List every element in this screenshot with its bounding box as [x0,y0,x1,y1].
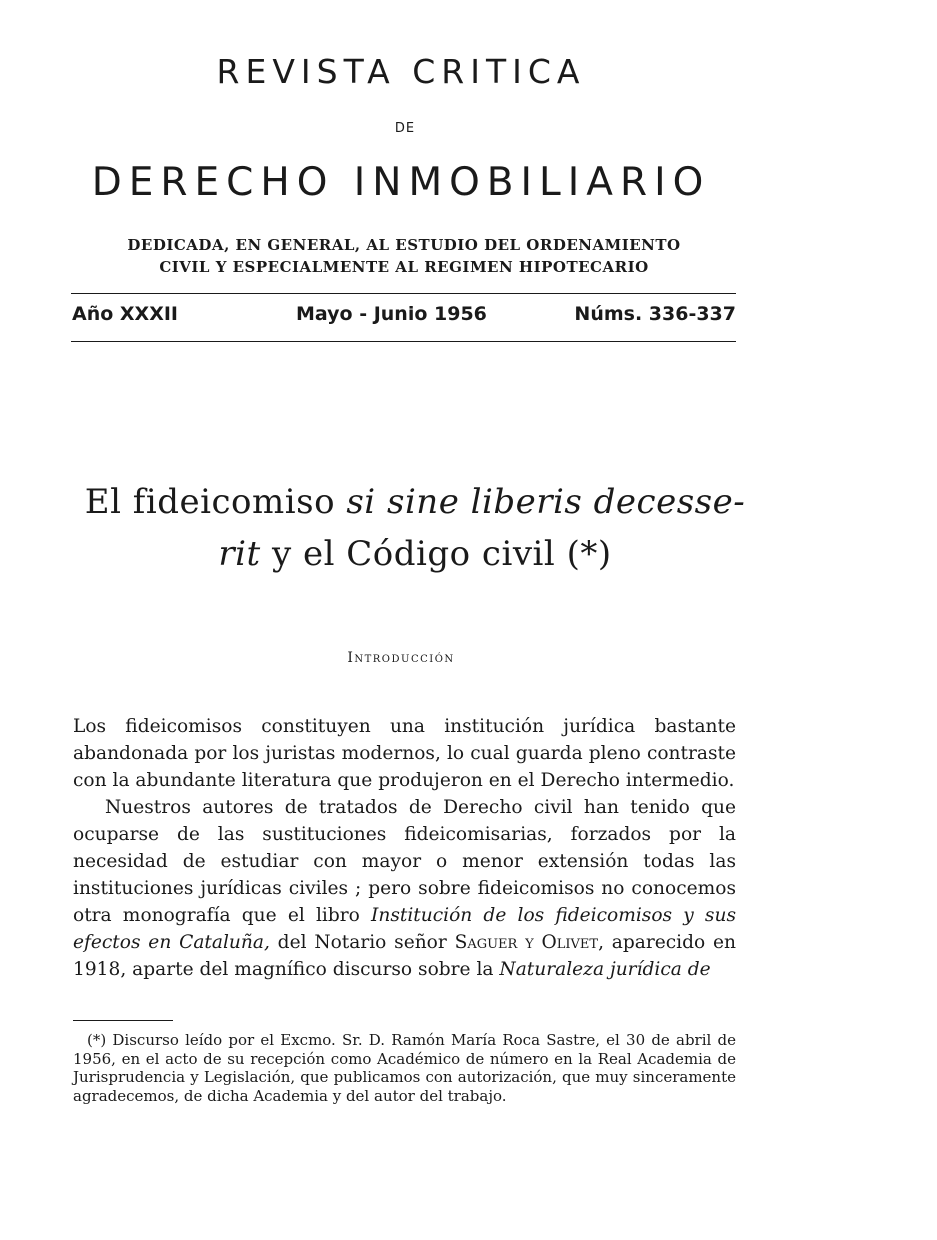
body-paragraph-2 [73,794,736,983]
journal-description-line-2: CIVIL Y ESPECIALMENTE AL REGIMEN HIPOTECARIO [159,258,649,276]
header-rule-top [71,293,736,294]
issue-year: Año XXXII [72,303,178,325]
article-title-text: El fideicomiso [84,482,347,522]
body-paragraph-1: Los fideicomisos constituyen una institución jurídica bastante abandonada por los juristas modernos, lo cual guarda pleno contraste con la abundante literatura que produjeron en el Derecho intermedio. [73,716,736,791]
book-title: Institución de los fideicomisos y sus efectos en Cataluña, [73,905,736,953]
body-text-span: Nuestros autores de tratados de Derecho civil han tenido que ocuparse de las sustituciones fideicomisarias, forzados por la necesidad de estudiar con mayor o menor extensión todas las instituciones jurídicas civiles ; pero sobre fideicomisos no conocemos otra monografía que el libro [73,797,736,926]
issue-numbers: Núms. 336-337 [574,303,736,325]
journal-description [70,234,738,278]
article-title-line-2 [60,528,770,580]
journal-title: REVISTA CRITICA [216,52,586,91]
body-text-span: aparecido en 1918, aparte del magnífico discurso sobre la [73,932,736,980]
journal-subject-title: DERECHO INMOBILIARIO [91,160,711,205]
footnote [73,1031,736,1105]
article-title-line-1 [60,476,770,528]
article-title-text-end: y el Código civil (*) [260,534,612,574]
author-name: Saguer y Olivet, [454,932,604,953]
section-heading: Introducción [347,650,455,666]
footnote-text: (*) Discurso leído por el Excmo. Sr. D. Ramón María Roca Sastre, el 30 de abril de 1956, en el acto de su recepción como Académico de número en la Real Academia de Jurisprudencia y Legislación, que publicamos con autorización, que muy sinceramente agradecemos, de dicha Academia y del autor del trabajo. [73,1031,736,1105]
header-rule-bottom [71,341,736,342]
issue-date: Mayo - Junio 1956 [296,303,487,325]
article-body [73,713,736,983]
footnote-rule [73,1020,173,1021]
article-title-latin: si sine liberis decesse- [346,482,746,522]
article-title-latin-end: rit [218,534,261,574]
issue-info-row [72,303,736,333]
body-text-span: del Notario señor [269,932,455,953]
work-title: Naturaleza jurídica de [499,959,711,980]
article-title [60,476,770,580]
journal-description-line-1: DEDICADA, EN GENERAL, AL ESTUDIO DEL ORDENAMIENTO [127,236,681,254]
journal-title-connector: DE [394,121,416,136]
